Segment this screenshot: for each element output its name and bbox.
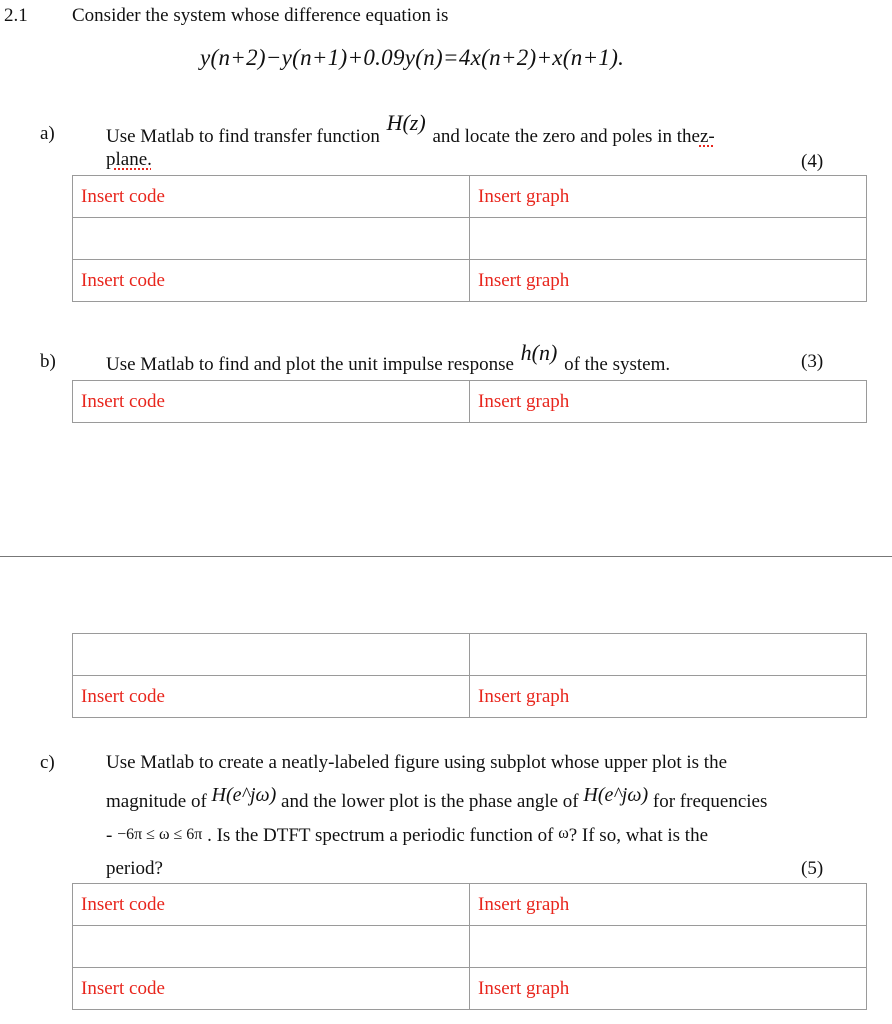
- part-c-line4: period?: [106, 858, 163, 879]
- graph-cell[interactable]: Insert graph: [470, 381, 867, 423]
- difference-equation: y(n+2)−y(n+1)+0.09y(n)=4x(n+2)+x(n+1).: [200, 45, 625, 70]
- code-cell[interactable]: Insert code: [73, 884, 470, 926]
- page-separator: [0, 556, 892, 557]
- code-cell[interactable]: Insert code: [73, 968, 470, 1010]
- graph-cell[interactable]: [470, 634, 867, 676]
- graph-cell[interactable]: Insert graph: [470, 884, 867, 926]
- graph-cell[interactable]: Insert graph: [470, 260, 867, 302]
- table-row: [73, 676, 867, 718]
- graph-cell[interactable]: Insert graph: [470, 676, 867, 718]
- table-row: [73, 884, 867, 926]
- graph-cell[interactable]: [470, 218, 867, 260]
- part-c-points: (5): [801, 858, 824, 879]
- table-row: [73, 218, 867, 260]
- table-row: [73, 926, 867, 968]
- part-a-label: a): [40, 123, 55, 144]
- graph-cell[interactable]: [470, 926, 867, 968]
- table-row: [73, 381, 867, 423]
- omega-symbol: ω: [558, 825, 569, 842]
- part-b-table: [72, 380, 867, 423]
- graph-cell[interactable]: Insert graph: [470, 968, 867, 1010]
- part-c-table: [72, 883, 867, 1010]
- part-c-line3: - −6π ≤ ω ≤ 6π . Is the DTFT spectrum a periodic function of ω? If so, what is the: [106, 825, 709, 846]
- table-row: [73, 260, 867, 302]
- part-c-line1: Use Matlab to create a neatly-labeled figure using subplot whose upper plot is the: [106, 752, 728, 773]
- part-c-line2: magnitude of H(e^jω) and the lower plot is the phase angle of H(e^jω) for frequencies: [106, 784, 768, 812]
- code-cell[interactable]: Insert code: [73, 381, 470, 423]
- z-plane-word: z-: [699, 126, 715, 147]
- code-cell[interactable]: Insert code: [73, 176, 470, 218]
- frequency-range: −6π ≤ ω ≤ 6π: [117, 826, 203, 843]
- table-row: [73, 968, 867, 1010]
- table-row: [73, 634, 867, 676]
- transfer-function-symbol: H(z): [386, 110, 426, 135]
- part-b-continued-table: [72, 633, 867, 718]
- code-cell[interactable]: Insert code: [73, 260, 470, 302]
- impulse-response-symbol: h(n): [520, 340, 558, 365]
- part-a-points: (4): [801, 151, 824, 172]
- code-cell[interactable]: [73, 218, 470, 260]
- table-row: [73, 176, 867, 218]
- code-cell[interactable]: Insert code: [73, 676, 470, 718]
- graph-cell[interactable]: Insert graph: [470, 176, 867, 218]
- part-b-label: b): [40, 351, 56, 372]
- part-a-text: Use Matlab to find transfer function H(z) and locate the zero and poles in thez-: [106, 110, 715, 147]
- part-b-text: Use Matlab to find and plot the unit impulse response h(n) of the system.: [106, 340, 671, 375]
- code-cell[interactable]: [73, 634, 470, 676]
- dtft-symbol-2: H(e^jω): [583, 784, 649, 806]
- part-a-text-line2: plane.: [106, 149, 152, 170]
- problem-number: 2.1: [4, 5, 28, 26]
- dtft-symbol: H(e^jω): [211, 784, 277, 806]
- part-a-table: [72, 175, 867, 302]
- part-b-points: (3): [801, 351, 824, 372]
- code-cell[interactable]: [73, 926, 470, 968]
- problem-intro: Consider the system whose difference equation is: [72, 5, 449, 26]
- part-c-label: c): [40, 752, 55, 773]
